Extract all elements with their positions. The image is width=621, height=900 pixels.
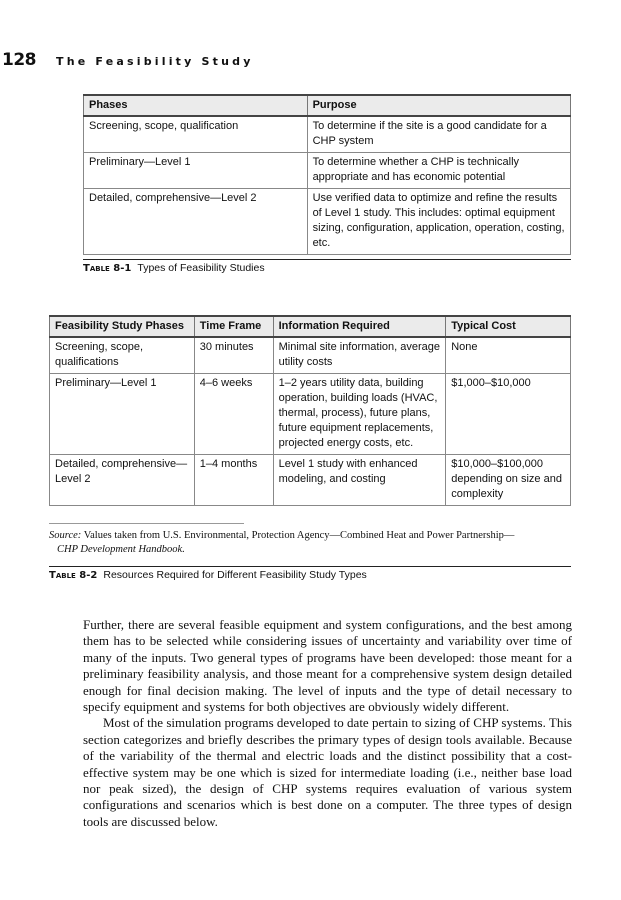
- table-cell: Preliminary—Level 1: [84, 153, 308, 189]
- paragraph: Further, there are several feasible equipment and system configurations, and the best among them has to be selected while considering issues of uncertainty and variability over time of many of the inputs. Two general types of programs have been developed: those meant for a preliminary feasibility analysis, and those meant for a comprehensive system design detailed enough for final decision making. The level of inputs and the type of detail necessary to specify equipment and systems for both objectives are obviously widely different.: [83, 617, 572, 715]
- table-caption-text: Types of Feasibility Studies: [137, 262, 265, 274]
- column-header: Feasibility Study Phases: [50, 316, 195, 337]
- table-cell: $1,000–$10,000: [446, 374, 571, 455]
- chapter-title: The Feasibility Study: [56, 55, 254, 68]
- column-header: Phases: [84, 95, 308, 116]
- table-cell: None: [446, 337, 571, 374]
- table-caption-label: Table 8-1: [83, 263, 132, 274]
- table-row: [50, 455, 571, 506]
- column-header: Typical Cost: [446, 316, 571, 337]
- table-cell: To determine whether a CHP is technically appropriate and has economic potential: [307, 153, 570, 189]
- page-number: 128: [2, 50, 36, 70]
- table-cell: 30 minutes: [194, 337, 273, 374]
- table-header-row: [50, 316, 571, 337]
- running-head: [0, 50, 254, 70]
- table-cell: Screening, scope, qualifications: [50, 337, 195, 374]
- table-cell: $10,000–$100,000 depending on size and complexity: [446, 455, 571, 506]
- table-cell: 4–6 weeks: [194, 374, 273, 455]
- column-header: Time Frame: [194, 316, 273, 337]
- table-caption: [49, 566, 571, 581]
- table-cell: 1–2 years utility data, building operation, building loads (HVAC, thermal, process), future plans, future equipment replacements, projected energy costs, etc.: [273, 374, 446, 455]
- source-label: Source:: [49, 530, 82, 541]
- table-row: [50, 374, 571, 455]
- column-header: Purpose: [307, 95, 570, 116]
- table-cell: Level 1 study with enhanced modeling, and costing: [273, 455, 446, 506]
- table-cell: Preliminary—Level 1: [50, 374, 195, 455]
- source-text: Values taken from U.S. Environmental, Protection Agency—Combined Heat and Power Partnership—: [83, 530, 515, 541]
- source-divider: [49, 523, 244, 524]
- table-caption-label: Table 8-2: [49, 570, 98, 581]
- table-cell: Screening, scope, qualification: [84, 116, 308, 153]
- table-cell: Use verified data to optimize and refine the results of Level 1 study. This includes: optimal equipment sizing, configuration, application, operation, costing, etc.: [307, 189, 570, 255]
- body-text: [83, 617, 572, 830]
- source-title: CHP Development Handbook.: [57, 544, 185, 555]
- table-feasibility-study-types: [83, 94, 571, 255]
- table-row: [84, 116, 571, 153]
- table-row: [84, 153, 571, 189]
- table-row: [84, 189, 571, 255]
- table-caption: [83, 259, 571, 274]
- table-feasibility-resources: [49, 315, 571, 506]
- table-cell: Minimal site information, average utility costs: [273, 337, 446, 374]
- column-header: Information Required: [273, 316, 446, 337]
- table-header-row: [84, 95, 571, 116]
- table-cell: 1–4 months: [194, 455, 273, 506]
- table-cell: Detailed, comprehensive—Level 2: [84, 189, 308, 255]
- paragraph: Most of the simulation programs developed to date pertain to sizing of CHP systems. This section categorizes and briefly describes the primary types of design tools available. Because of the variability of the thermal and electric loads and the distinct possibility that a cost-effective system may be one which is sized for intermediate loading (i.e., neither base load nor peak sized), the design of CHP systems requires evaluation of various system configurations and scenarios which is best done on a computer. The three types of design tools are discussed below.: [83, 715, 572, 829]
- table-cell: Detailed, comprehensive—Level 2: [50, 455, 195, 506]
- table-row: [50, 337, 571, 374]
- table-caption-text: Resources Required for Different Feasibility Study Types: [103, 569, 367, 581]
- table-cell: To determine if the site is a good candidate for a CHP system: [307, 116, 570, 153]
- source-note: [49, 529, 571, 557]
